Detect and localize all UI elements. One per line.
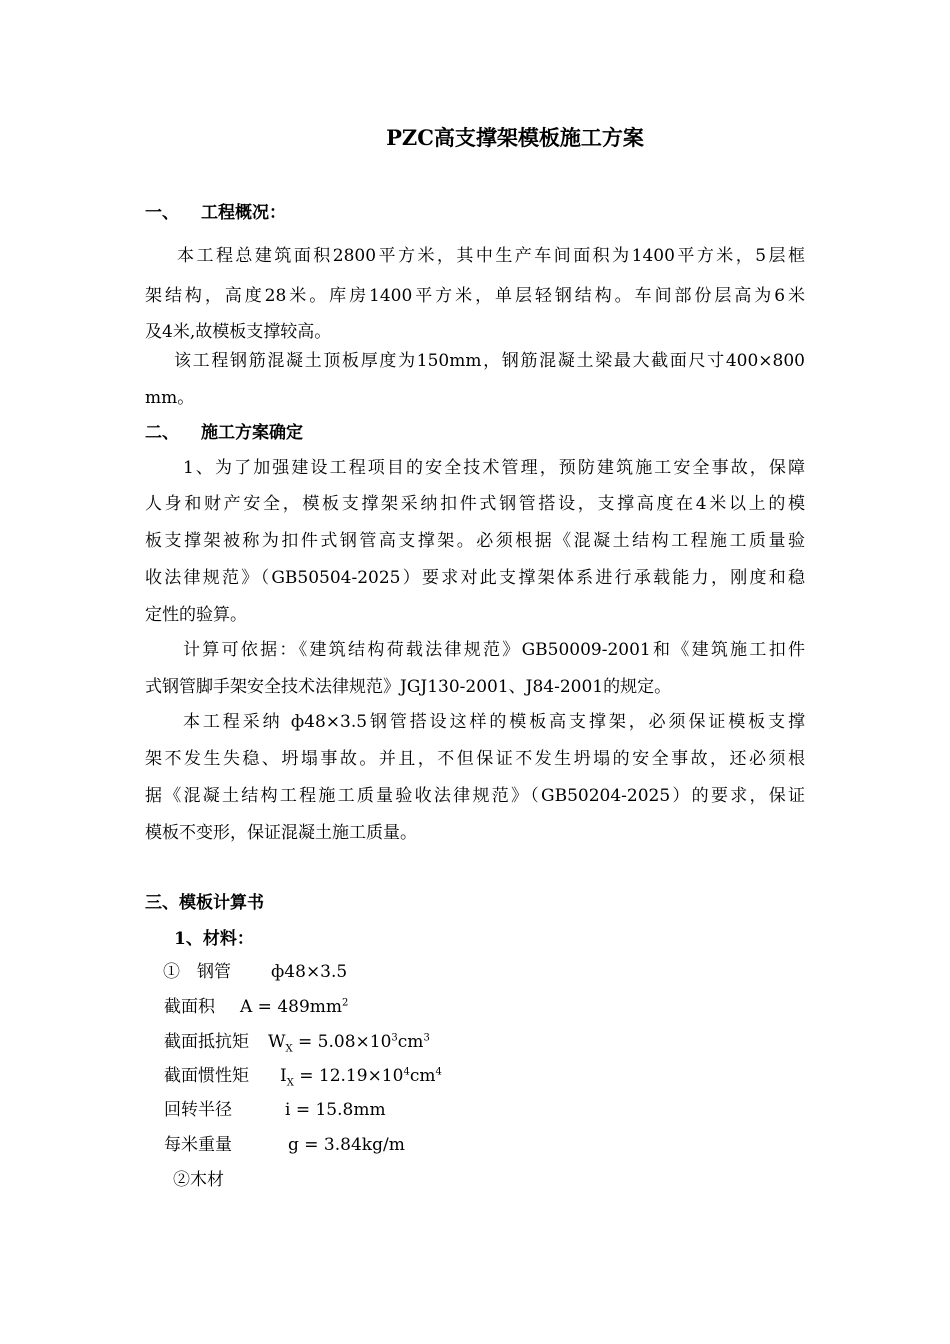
section-modulus-label: 截面抵抗矩 bbox=[164, 1032, 249, 1052]
paragraph-line: 架结构，高度28米。库房1400平方米，单层轻钢结构。车间部份层高为6米 bbox=[145, 286, 805, 306]
section-2-number: 二、 bbox=[145, 423, 179, 443]
steel-pipe-label: ① 钢管 bbox=[163, 962, 231, 982]
paragraph-line: 定性的验算。 bbox=[145, 605, 247, 625]
paragraph-line: 人身和财产安全，模板支撑架采纳扣件式钢管搭设，支撑高度在4米以上的模 bbox=[145, 494, 805, 514]
document-title: PZC高支撑架模板施工方案 bbox=[386, 125, 644, 150]
paragraph-line: 架不发生失稳、坍塌事故。并且，不但保证不发生坍塌的安全事故，还必须根 bbox=[145, 749, 805, 769]
weight-per-meter-value: g = 3.84kg/m bbox=[288, 1135, 405, 1155]
paragraph-line: 本工程采纳 ф48×3.5钢管搭设这样的模板高支撑架，必须保证模板支撑 bbox=[183, 712, 805, 732]
radius-of-gyration-label: 回转半径 bbox=[164, 1100, 232, 1120]
weight-per-meter-label: 每米重量 bbox=[164, 1135, 232, 1155]
section-1-number: 一、 bbox=[145, 203, 179, 223]
paragraph-line: 式钢管脚手架安全技术法律规范》JGJ130-2001、J84-2001的规定。 bbox=[145, 677, 672, 697]
moment-of-inertia-value: $I_X = 12.19\times 10^4cm^4$ bbox=[280, 1066, 442, 1089]
paragraph-line: 计算可依据：《建筑结构荷载法律规范》GB50009-2001和《建筑施工扣件 bbox=[183, 640, 805, 660]
section-1-heading: 工程概况： bbox=[201, 203, 286, 223]
paragraph-line: mm。 bbox=[145, 388, 195, 408]
paragraph-line: 1、为了加强建设工程项目的安全技术管理，预防建筑施工安全事故，保障 bbox=[183, 458, 805, 478]
paragraph-line: 收法律规范》（GB50504-2025）要求对此支撑架体系进行承载能力，刚度和稳 bbox=[145, 568, 805, 588]
section-modulus-value: $W_X = 5.08\times 10^3cm^3$ bbox=[268, 1032, 430, 1055]
paragraph-line: 及4米,故模板支撑较高。 bbox=[145, 322, 332, 342]
area-label: 截面积 bbox=[164, 997, 215, 1017]
radius-of-gyration-value: i = 15.8mm bbox=[285, 1100, 386, 1120]
paragraph-line: 本工程总建筑面积2800平方米，其中生产车间面积为1400平方米，5层框 bbox=[177, 246, 805, 266]
section-3-heading: 三、模板计算书 bbox=[145, 893, 264, 913]
steel-pipe-spec: ф48×3.5 bbox=[271, 962, 348, 982]
moment-of-inertia-label: 截面惯性矩 bbox=[164, 1066, 249, 1086]
wood-material-label: ②木材 bbox=[173, 1170, 224, 1190]
subsection-materials: 1、材料： bbox=[174, 929, 254, 949]
area-value: $A = 489mm^2$ bbox=[240, 997, 349, 1017]
paragraph-line: 该工程钢筋混凝土顶板厚度为150mm，钢筋混凝土梁最大截面尺寸400×800 bbox=[174, 351, 805, 371]
paragraph-line: 板支撑架被称为扣件式钢管高支撑架。必须根据《混凝土结构工程施工质量验 bbox=[145, 531, 805, 551]
paragraph-line: 据《混凝土结构工程施工质量验收法律规范》（GB50204-2025）的要求，保证 bbox=[145, 786, 805, 806]
paragraph-line: 模板不变形，保证混凝土施工质量。 bbox=[145, 823, 417, 843]
section-2-heading: 施工方案确定 bbox=[201, 423, 303, 443]
